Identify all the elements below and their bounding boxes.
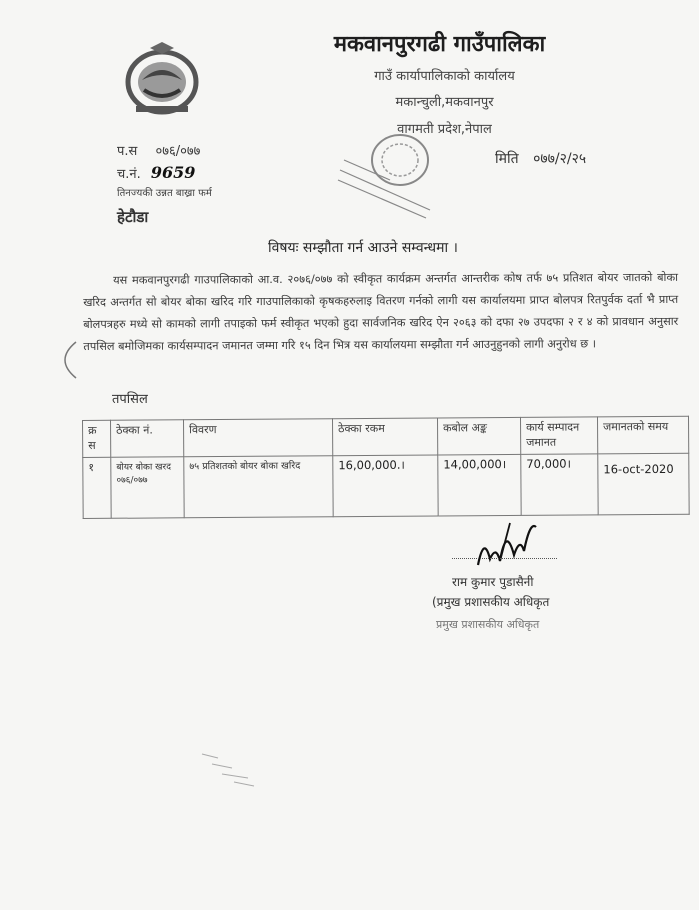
cell-contract-no: बोयर बोका खरद ०७६/०७७ <box>111 457 184 519</box>
col-header-bid-amount: कबोल अङ्क <box>437 417 520 455</box>
letter-body: यस मकवानपुरगढी गाउपालिकाको आ.व. २०७६/०७७ को स्वीकृत कार्यक्रम अन्तर्गत आन्तरीक कोष तर्फ ७५ प्रतिशत बोयर जातको बोका खरिद अन्तर्गत सो बोयर बोका खरिद गरि गाउपालिकाको कृषकहरुलाइ वितरण गर्नको लागी यस कार्यालयमा प्राप्त बोलपत्र रितपुर्वक दर्ता भै प्राप्त बोलपत्रहरु मध्ये सो कामको लागी तपाइको फर्म स्वीकृत भएको हुदा सार्वजनिक खरिद ऐन २०६३ को दफा २७ उपदफा २ र ४ को प्रावधान अनुसार तपसिल बमोजिमका कार्यसम्पादन जमानत जम्मा गरि १५ दिन भित्र यस कार्यालयमा सम्झौता गर्न आउनुहुनको लागी अनुरोध छ । <box>83 270 679 353</box>
designation-stamp: प्रमुख प्रशासकीय अधिकृत <box>436 618 540 631</box>
margin-mark <box>50 340 80 380</box>
signatory-title: (प्रमुख प्रशासकीय अधिकृत <box>432 595 550 609</box>
address-line-1: मकान्चुली,मकवानपुर <box>395 95 494 110</box>
cell-sn: १ <box>83 457 111 518</box>
table-row <box>83 453 689 518</box>
contract-table <box>82 416 690 519</box>
recipient-location: हेटौडा <box>117 208 149 226</box>
reference-label: प.स <box>117 144 138 159</box>
col-header-description: विवरण <box>184 419 333 457</box>
col-header-sn: क्र स <box>83 420 111 457</box>
cell-bid-amount: 14,00,000। <box>438 454 521 516</box>
dispatch-value: 9659 <box>150 163 196 182</box>
office-subtitle: गाउँ कार्यापालिकाको कार्यालय <box>374 69 515 84</box>
cell-description: ७५ प्रतिशतको बोयर बोका खरिद <box>184 456 333 518</box>
date-value: ०७७/२/२५ <box>533 151 587 167</box>
signature-line <box>452 558 557 559</box>
reference-value: ०७६/०७७ <box>155 144 201 159</box>
col-header-performance-guarantee: कार्य सम्पादन जमानत <box>520 417 597 455</box>
table-header-row <box>83 416 689 457</box>
office-name: मकवानपुरगढी गाउँपालिका <box>333 32 546 57</box>
dispatch-label: च.नं. <box>117 167 141 182</box>
letter-date <box>495 149 586 168</box>
reference-number <box>117 141 200 159</box>
cell-guarantee-period: 16-oct-2020 <box>598 453 689 515</box>
cell-performance-guarantee: 70,000। <box>521 454 598 516</box>
col-header-guarantee-period: जमानतको समय <box>597 416 688 454</box>
office-stamp <box>330 130 450 220</box>
address-line-2: वागमती प्रदेश,नेपाल <box>397 122 492 137</box>
scan-artifact <box>198 748 258 788</box>
cell-contract-amount: 16,00,000.। <box>333 455 438 517</box>
signatory-name: राम कुमार पुडासैनी <box>452 575 534 589</box>
col-header-contract-amount: ठेक्का रकम <box>332 418 437 456</box>
date-label: मिति <box>495 151 519 167</box>
col-header-contract-no: ठेक्का नं. <box>111 420 184 458</box>
recipient-name: तिनज्यकी उन्नत बाख्रा फर्म <box>117 188 212 199</box>
dispatch-number <box>117 163 195 182</box>
schedule-heading: तपसिल <box>112 392 148 407</box>
handwritten-signature <box>470 515 540 575</box>
letter-subject: विषयः सम्झौता गर्न आउने सम्वन्धमा । <box>268 240 458 256</box>
